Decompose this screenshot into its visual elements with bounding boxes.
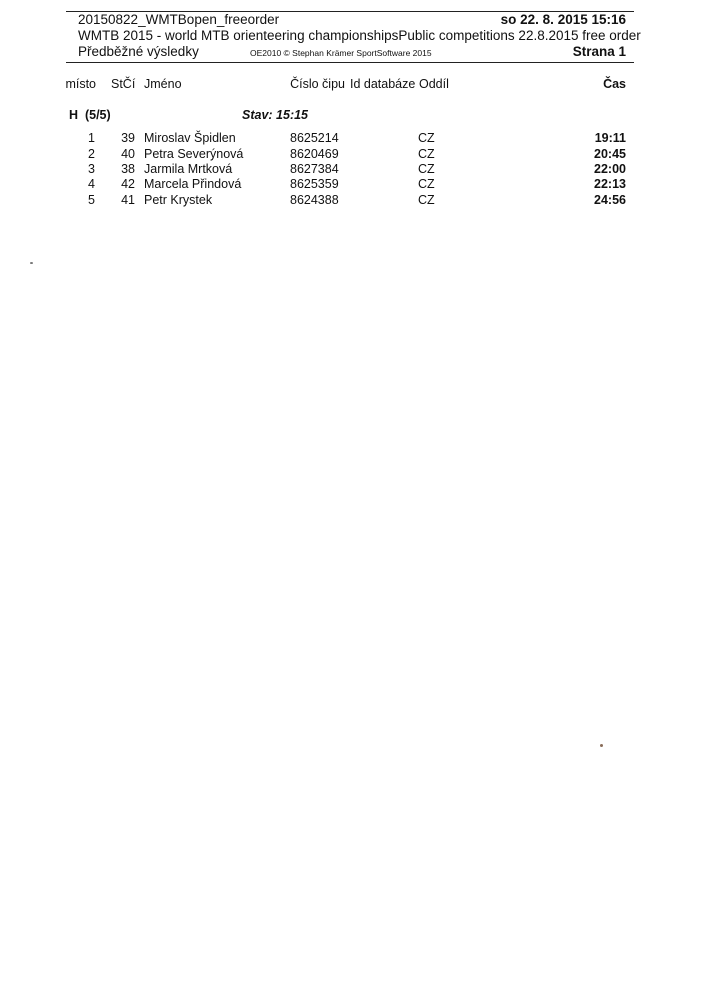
column-header-bib: StČí [111, 77, 136, 91]
result-place: 3 [88, 162, 95, 176]
table-row [0, 131, 711, 147]
table-row [0, 193, 711, 209]
result-bib: 41 [121, 193, 135, 207]
result-club: CZ [418, 147, 435, 161]
group-status: Stav: 15:15 [242, 108, 309, 122]
table-row [0, 147, 711, 163]
result-place: 4 [88, 177, 95, 191]
page-number: Strana 1 [572, 44, 626, 59]
result-name: Jarmila Mrtková [144, 162, 233, 176]
result-time: 20:45 [594, 147, 626, 161]
result-place: 5 [88, 193, 95, 207]
column-header-place [65, 77, 96, 91]
result-time: 22:00 [594, 162, 626, 176]
print-datetime: so 22. 8. 2015 15:16 [500, 12, 626, 27]
result-name: Petr Krystek [144, 193, 213, 207]
result-name: Miroslav Špidlen [144, 131, 236, 145]
scan-speck [30, 262, 33, 264]
column-header-db-id: Id databáze [350, 77, 416, 91]
result-club: CZ [418, 162, 435, 176]
result-place: 1 [88, 131, 95, 145]
event-title: WMTB 2015 - world MTB orienteering championshipsPublic competitions 22.8.2015 free order [78, 28, 641, 43]
result-club: CZ [418, 177, 435, 191]
result-time: 24:56 [594, 193, 626, 207]
column-header-club: Oddíl [419, 77, 449, 91]
result-name: Petra Severýnová [144, 147, 244, 161]
column-header-chip-text: Číslo čipu [290, 77, 345, 91]
result-place: 2 [88, 147, 95, 161]
result-bib: 39 [121, 131, 135, 145]
result-chip: 8620469 [290, 147, 339, 161]
column-header-chip [285, 77, 345, 91]
result-name: Marcela Přindová [144, 177, 242, 191]
software-credit: OE2010 © Stephan Krämer SportSoftware 2015 [250, 48, 432, 58]
column-header-name: Jméno [144, 77, 182, 91]
results-subtitle: Předběžné výsledky [78, 44, 199, 59]
result-chip: 8624388 [290, 193, 339, 207]
result-chip: 8625359 [290, 177, 339, 191]
table-row [0, 162, 711, 178]
result-bib: 40 [121, 147, 135, 161]
column-header-place-text: místo [65, 77, 96, 91]
result-bib: 42 [121, 177, 135, 191]
column-header-time: Čas [603, 77, 626, 91]
result-time: 19:11 [594, 131, 626, 145]
result-club: CZ [418, 131, 435, 145]
event-file-name: 20150822_WMTBopen_freeorder [78, 12, 280, 27]
scan-speck [600, 744, 603, 747]
group-name: H (5/5) [69, 108, 111, 122]
result-chip: 8625214 [290, 131, 339, 145]
result-club: CZ [418, 193, 435, 207]
table-row [0, 177, 711, 193]
result-chip: 8627384 [290, 162, 339, 176]
header-bottom-rule [66, 62, 634, 63]
result-bib: 38 [121, 162, 135, 176]
result-time: 22:13 [594, 177, 626, 191]
